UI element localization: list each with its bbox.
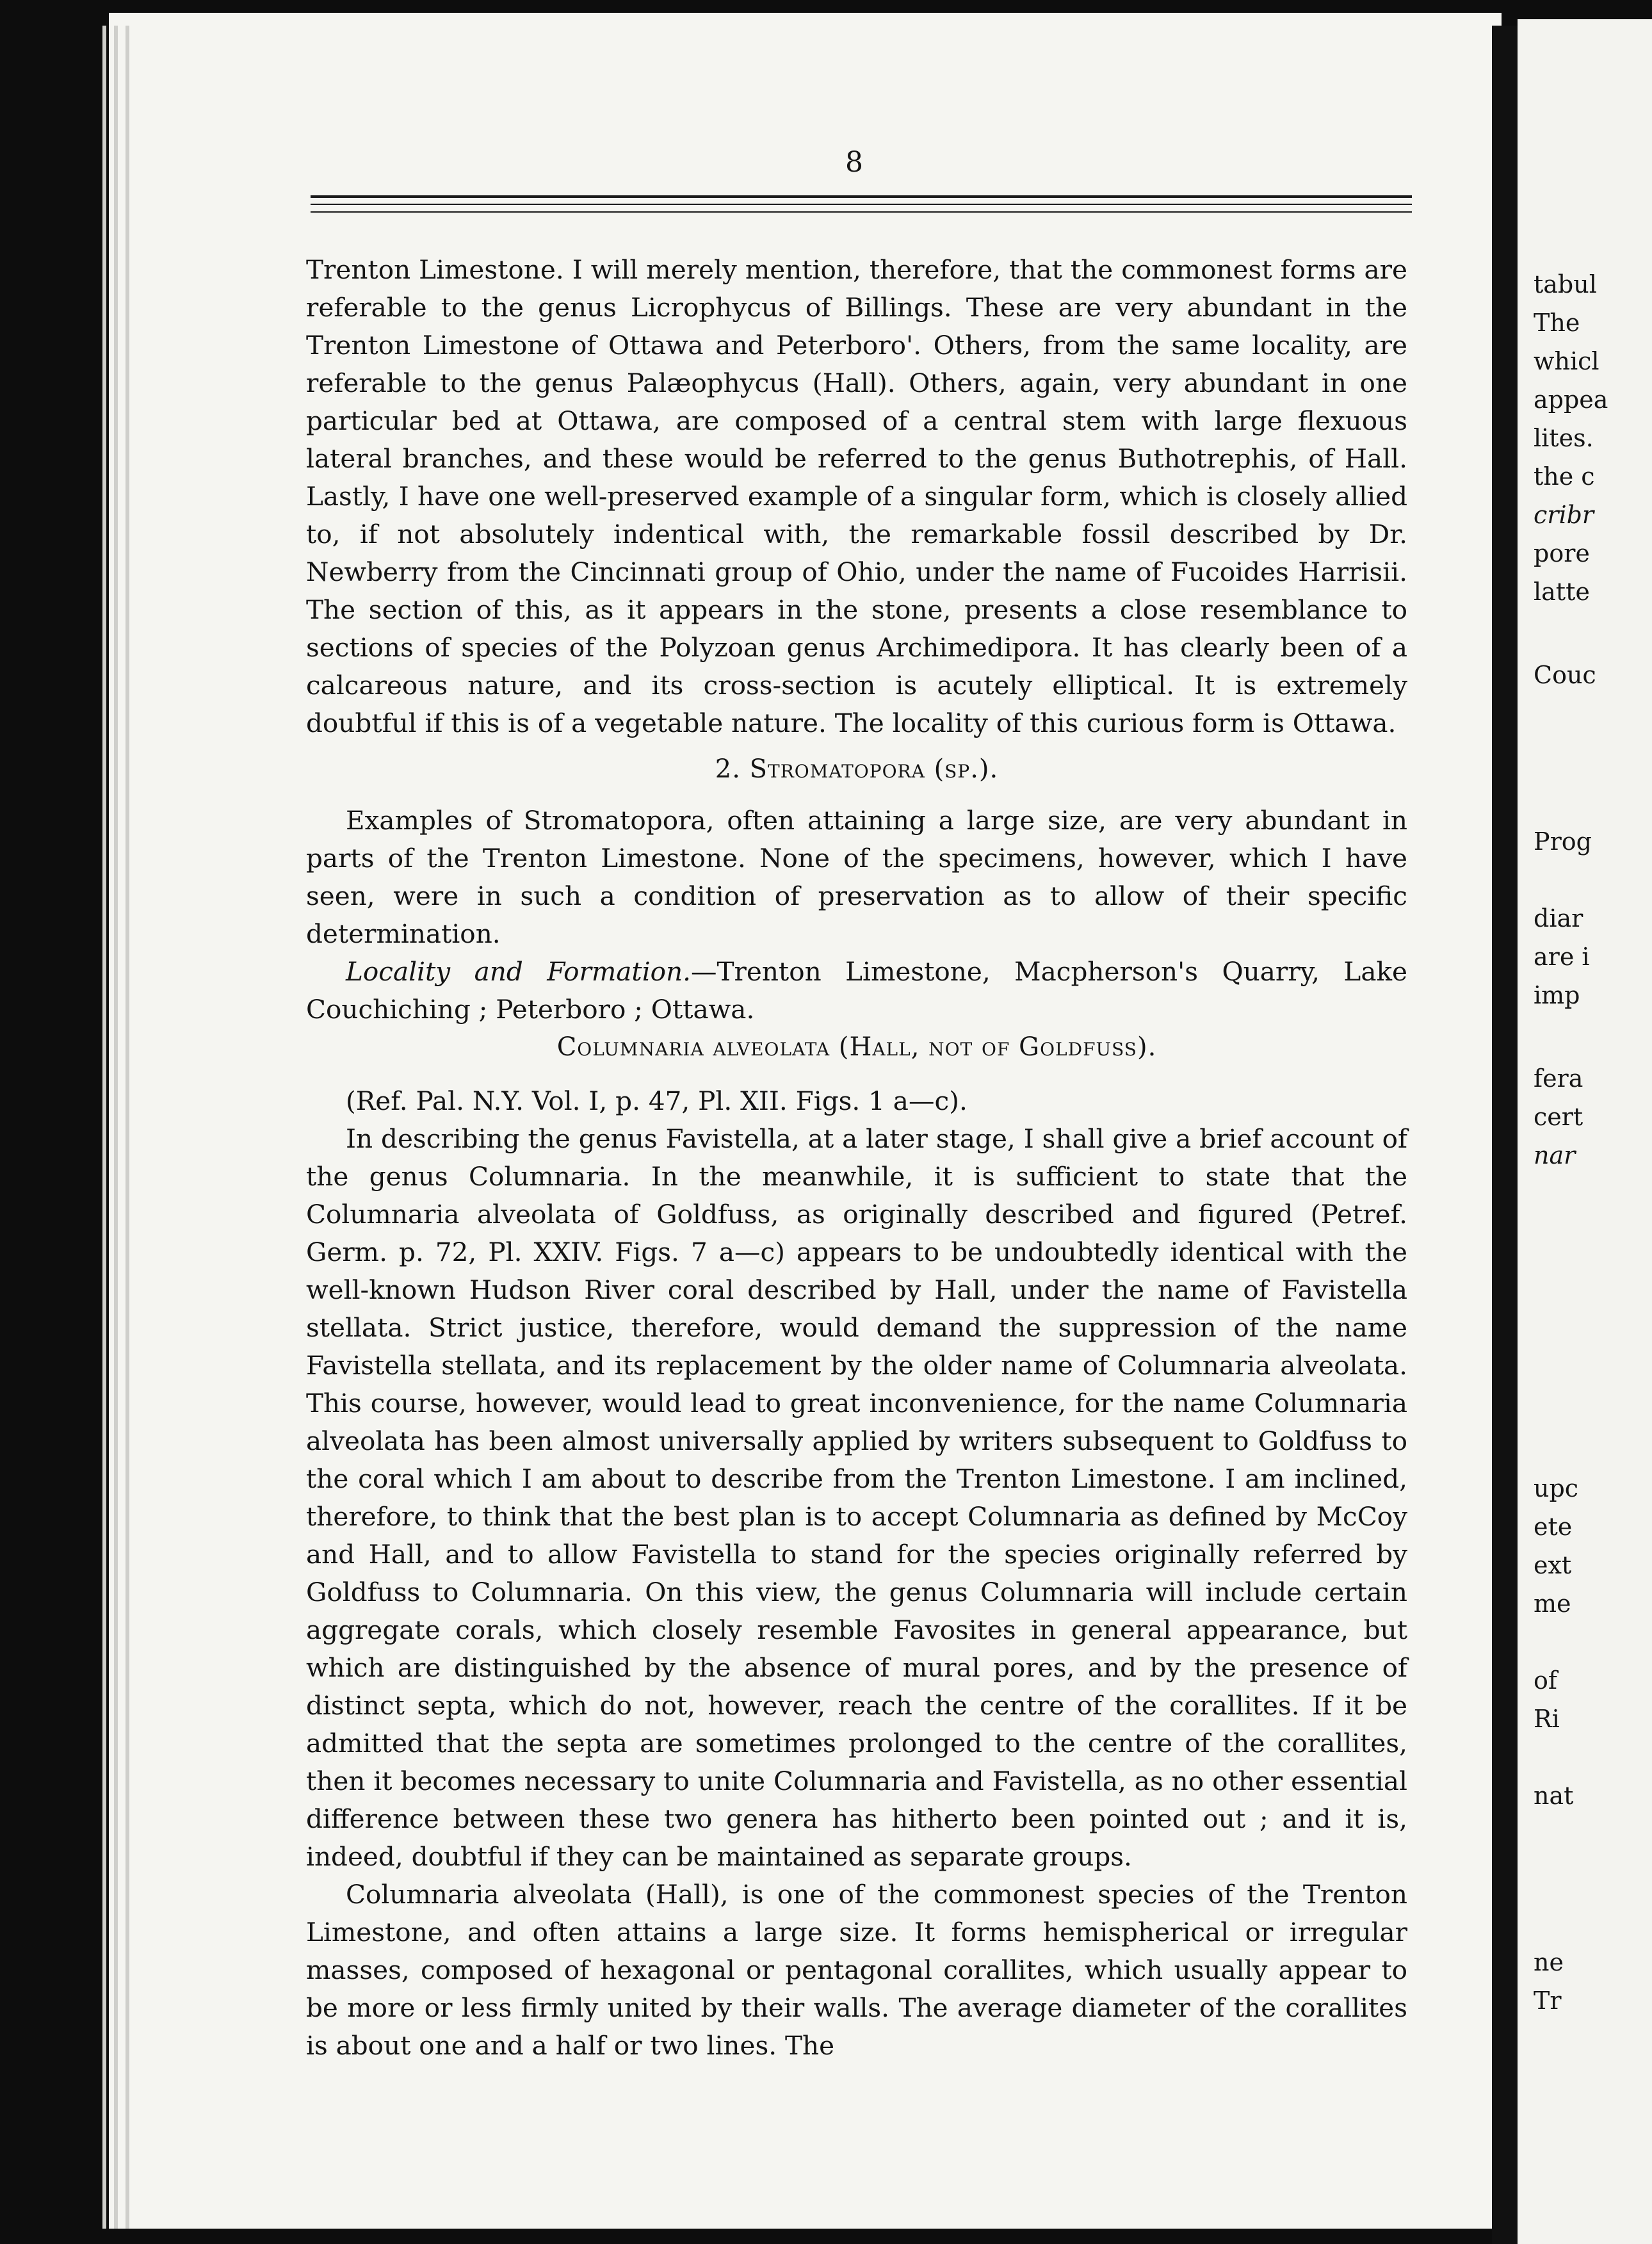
facing-page-text: lites. <box>1534 424 1594 452</box>
facing-page-text: pore <box>1534 539 1590 567</box>
book-spine <box>1492 26 1518 2244</box>
facing-page-text: The <box>1534 309 1580 337</box>
paragraph: Examples of Stromatopora, often attaining a large size, are very abundant in parts of the Trenton Limestone. None of the specimens, however, which I have seen, were in such a condition of preservation as to allow of their specific determination. <box>306 805 1407 949</box>
facing-page-text: ete <box>1534 1513 1573 1541</box>
page-number: 8 <box>845 146 863 179</box>
facing-page-text: ne <box>1534 1948 1564 1976</box>
facing-page-text: latte <box>1534 578 1590 606</box>
facing-page-text: upc <box>1534 1474 1579 1502</box>
facing-page-text: appea <box>1534 386 1608 414</box>
header-rule <box>311 204 1412 205</box>
header-rule <box>311 211 1412 213</box>
reference: (Ref. Pal. N.Y. Vol. I, p. 47, Pl. XII. Figs. 1 a—c). <box>346 1085 968 1116</box>
facing-page-text: tabul <box>1534 270 1597 298</box>
facing-page-text: me <box>1534 1590 1571 1618</box>
facing-page-text: Ri <box>1534 1705 1560 1733</box>
facing-page-text: Tr <box>1534 1987 1562 2015</box>
paragraph: In describing the genus Favistella, at a later stage, I shall give a brief account of the genus Columnaria. In the meanwhile, it is sufficient to state that the Columnaria alveolata of Goldfuss, as originally described and figured (Petref. Germ. p. 72, Pl. XXIV. Figs. 7 a—c) appears to be undoubtedly identical with the well-known Hudson River coral described by Hall, under the name of Favistella stellata. Strict justice, therefore, would demand the suppression of the name Favistella stellata, and its replacement by the older name of Columnaria alveolata. This course, however, would lead to great inconvenience, for the name Columnaria alveolata has been almost universally applied by writers subsequent to Goldfuss to the coral which I am about to describe from the Trenton Limestone. I am inclined, therefore, to think that the best plan is to accept Columnaria as defined by McCoy and Hall, and to allow Favistella to stand for the species originally referred by Goldfuss to Columnaria. On this view, the genus Columnaria will include certain aggregate corals, which closely resemble Favosites in general appearance, but which are distinguished by the absence of mural pores, and by the presence of distinct septa, which do not, however, reach the centre of the corallites. If it be admitted that the septa are sometimes prolonged to the centre of the corallites, then it becomes necessary to unite Columnaria and Favistella, as no other essential difference between these two genera has hitherto been pointed out ; and it is, indeed, doubtful if they can be maintained as separate groups. <box>306 1123 1407 1872</box>
paragraph: Trenton Limestone. I will merely mention, therefore, that the commonest forms are referable to the genus Licrophycus of Billings. These are very abundant in the Trenton Limestone of Ottawa and Peterboro'. Others, from the same locality, are referable to the genus Palæophycus (Hall). Others, again, very abundant in one particular bed at Ottawa, are composed of a central stem with large flexuous lateral branches, and these would be referred to the genus Buthotrephis, of Hall. Lastly, I have one well-preserved example of a singular form, which is closely allied to, if not absolutely indentical with, the remarkable fossil described by Dr. Newberry from the Cincinnati group of Ohio, under the name of Fucoides Harrisii. The section of this, as it appears in the stone, presents a close resemblance to sections of species of the Polyzoan genus Archimedipora. It has clearly been of a calcareous nature, and its cross-section is acutely elliptical. It is extremely doubtful if this is of a vegetable nature. The locality of this curious form is Ottawa. <box>306 254 1407 738</box>
locality-paragraph <box>306 953 1407 1028</box>
locality-text: —Trenton Limestone, Macpherson's Quarry, Lake Couchiching ; Peterboro ; Ottawa. <box>306 956 1407 1025</box>
facing-page-text: the c <box>1534 462 1595 491</box>
facing-page-text: cert <box>1534 1103 1583 1131</box>
facing-page-text: nat <box>1534 1782 1574 1810</box>
page-edge <box>102 26 106 2229</box>
facing-page-text: nar <box>1534 1141 1576 1169</box>
facing-page-text: whicl <box>1534 347 1599 375</box>
facing-page-text: cribr <box>1534 501 1594 529</box>
facing-page-text: fera <box>1534 1064 1583 1093</box>
text-block <box>306 1082 1407 2065</box>
facing-page-text: imp <box>1534 981 1580 1009</box>
paragraph: Columnaria alveolata (Hall), is one of the commonest species of the Trenton Limestone, and often attains a large size. It forms hemispherical or irregular masses, composed of hexagonal or pentagonal corallites, which usually appear to be more or less firmly united by their walls. The average diameter of the corallites is about one and a half or two lines. The <box>306 1879 1407 2061</box>
facing-page-text: of <box>1534 1666 1557 1695</box>
section-heading: 2. Stromatopora (sp.). <box>715 754 999 784</box>
page-edge <box>126 26 129 2229</box>
text-block <box>306 802 1407 1028</box>
text-block <box>306 251 1407 742</box>
header-rule <box>311 195 1412 198</box>
locality-label: Locality and Formation. <box>346 956 691 987</box>
facing-page-text: Couc <box>1534 661 1596 689</box>
page-edge <box>114 26 118 2229</box>
facing-page-text: ext <box>1534 1551 1572 1579</box>
facing-page-text: Prog <box>1534 827 1592 856</box>
facing-page-text: are i <box>1534 943 1590 971</box>
section-heading: Columnaria alveolata (Hall, not of Goldfuss). <box>556 1032 1157 1062</box>
facing-page-text: diar <box>1534 904 1583 932</box>
